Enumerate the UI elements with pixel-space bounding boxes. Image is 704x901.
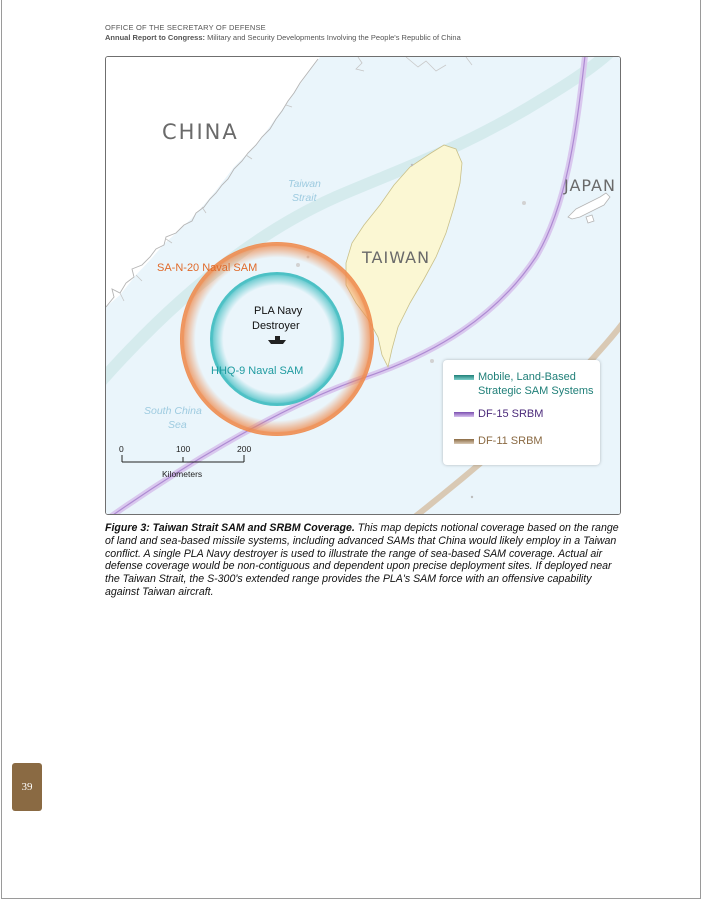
legend-swatch-df11	[454, 439, 474, 444]
header-report-bold: Annual Report to Congress:	[105, 33, 206, 42]
scale-tick-200: 200	[237, 444, 252, 454]
legend-item-df15	[454, 407, 543, 421]
taiwan-strait-label-line1: Taiwan	[288, 178, 321, 190]
legend-item-strategic-sam	[454, 370, 594, 398]
legend-label-strategic-sam-line2: Strategic SAM Systems	[478, 385, 594, 397]
legend-label-df15: DF-15 SRBM	[478, 408, 544, 420]
sa-n-20-label: SA-N-20 Naval SAM	[157, 262, 258, 274]
figure-caption	[105, 522, 625, 599]
legend-label-df11: DF-11 SRBM	[478, 435, 543, 447]
south-china-sea-label-line2: Sea	[168, 419, 187, 431]
legend-item-df11	[454, 434, 543, 448]
header-office: OFFICE OF THE SECRETARY OF DEFENSE	[105, 23, 266, 32]
page-header	[105, 23, 461, 43]
destroyer-label-line1: PLA Navy	[254, 305, 303, 317]
scale-tick-100: 100	[176, 444, 191, 454]
scale-unit-label: Kilometers	[162, 469, 203, 479]
island-dot	[430, 359, 434, 363]
japan-label: JAPAN	[564, 176, 616, 195]
legend-swatch-strategic-sam	[454, 375, 474, 380]
taiwan-label: TAIWAN	[362, 248, 431, 267]
taiwan-strait-label-line2: Strait	[292, 192, 317, 204]
legend-label-strategic-sam-line1: Mobile, Land-Based	[478, 371, 576, 383]
legend-swatch-df15	[454, 412, 474, 417]
page-number: 39	[21, 781, 33, 793]
destroyer-label-line2: Destroyer	[252, 320, 300, 332]
legend-text-strategic-sam	[478, 370, 594, 398]
china-label: CHINA	[162, 120, 239, 144]
page-number-badge	[12, 763, 42, 811]
island-dot	[471, 496, 473, 498]
hhq-9-label: HHQ-9 Naval SAM	[211, 365, 304, 377]
map-figure	[105, 56, 621, 515]
island-dot	[522, 201, 526, 205]
map-legend	[443, 360, 600, 465]
island-dot	[411, 164, 413, 166]
caption-title: Figure 3: Taiwan Strait SAM and SRBM Coverage.	[105, 522, 355, 534]
header-report-rest: Military and Security Developments Involving the People's Republic of China	[205, 33, 461, 42]
scale-tick-0: 0	[119, 444, 124, 454]
south-china-sea-label-line1: South China	[144, 405, 202, 417]
header-report	[105, 33, 461, 43]
caption-body: This map depicts notional coverage based on the range of land and sea-based missile systems, including advanced SAMs that China would likely employ in a Taiwan conflict. A single PLA Navy destroyer is used to illustrate the range of sea-based SAM coverage. Actual air defense coverage would be non-contiguous and dependent upon precise deployment sites. If deployed near the Taiwan Strait, the S-300's extended range provides the PLA's SAM force with an offensive capability against Taiwan aircraft.	[105, 522, 619, 598]
